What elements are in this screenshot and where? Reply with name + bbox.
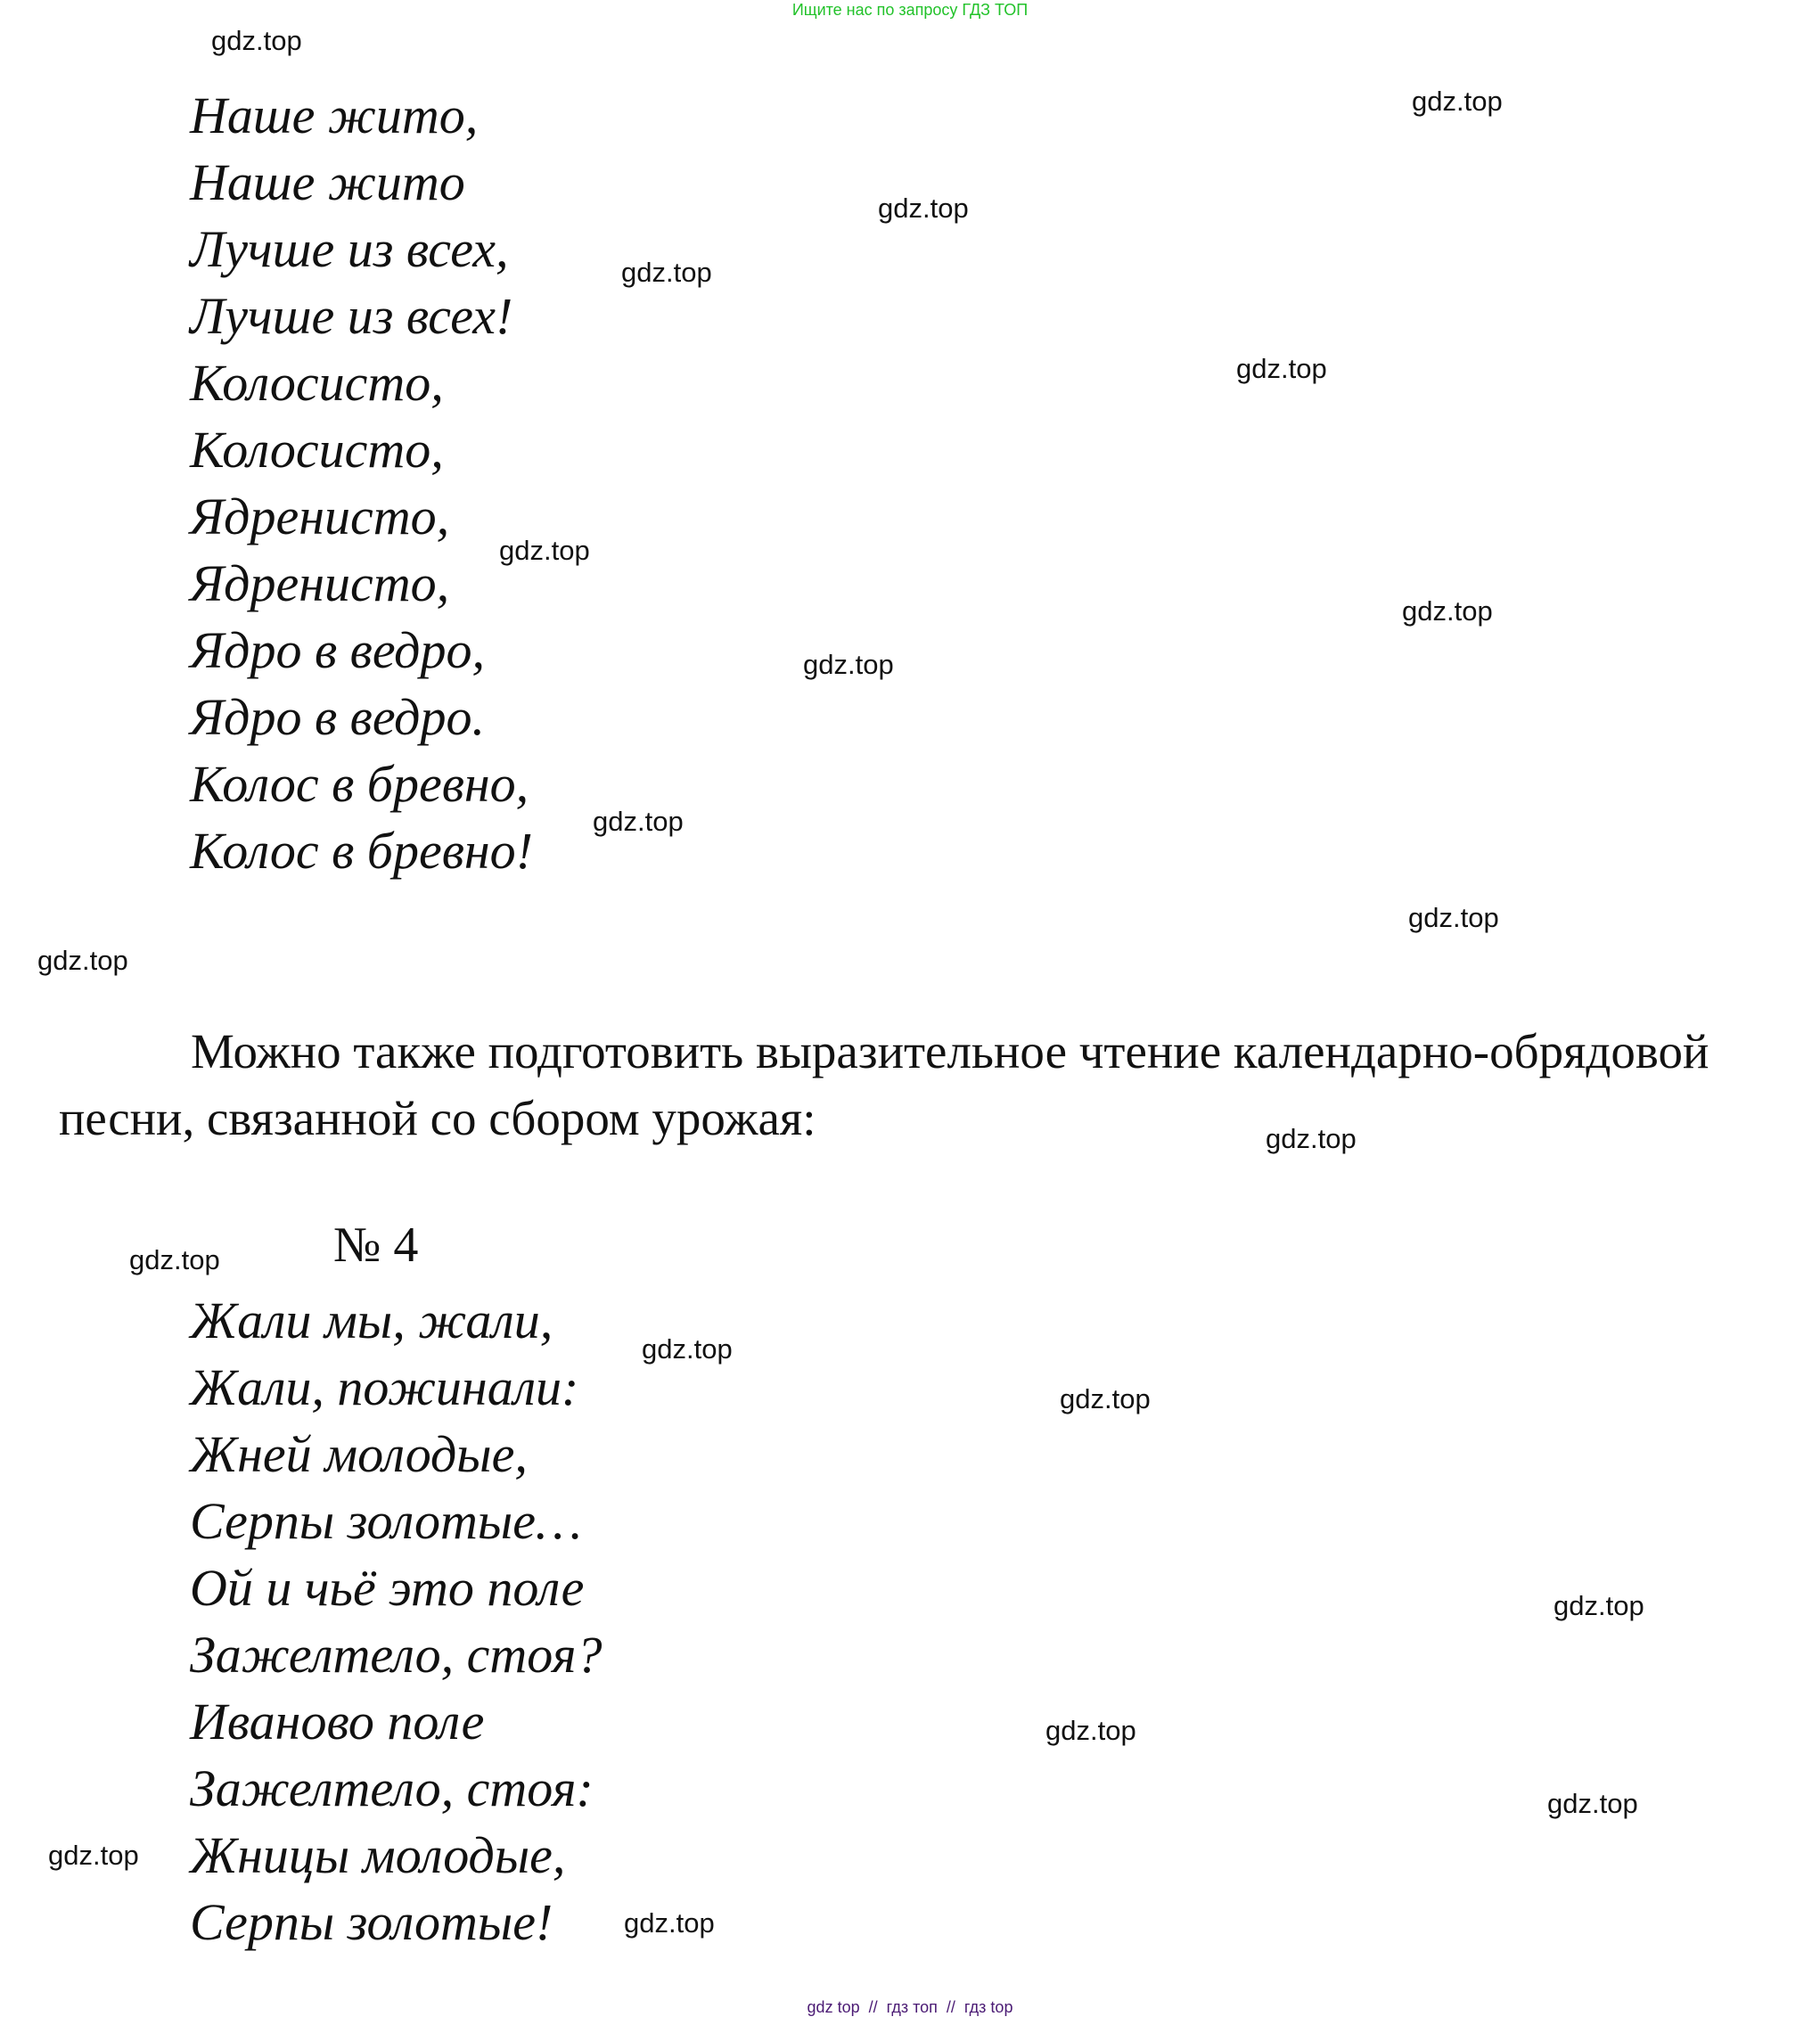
poem-line: Колос в бревно, xyxy=(190,755,529,813)
watermark: gdz.top xyxy=(878,193,969,224)
poem-line: Ядренисто, xyxy=(190,488,450,545)
poem-line: Жали, пожинали: xyxy=(190,1358,579,1416)
watermark: gdz.top xyxy=(1060,1383,1151,1414)
watermark: gdz.top xyxy=(1547,1788,1638,1819)
poem-line: Ядро в ведро, xyxy=(190,621,485,679)
poem-line: Колосисто, xyxy=(190,421,444,479)
poem-line: Ядро в ведро. xyxy=(190,688,485,746)
poem-line: Колос в бревно! xyxy=(190,822,533,880)
poem-line: Серпы золотые! xyxy=(190,1893,553,1951)
poem-line: Жали мы, жали, xyxy=(190,1291,553,1349)
watermark: gdz.top xyxy=(621,257,712,288)
watermark: gdz.top xyxy=(1045,1715,1136,1746)
poem-2 xyxy=(190,1287,603,1955)
poem-line: Иваново поле xyxy=(190,1693,485,1750)
poem-line: Лучше из всех, xyxy=(190,220,509,278)
paragraph: Можно также подготовить выразительное чтение календарно-обрядовой песни, связанной со сбором урожая: xyxy=(59,1024,1709,1145)
watermark: gdz.top xyxy=(499,535,590,566)
footer-links: gdz top // гдз топ // гдз top xyxy=(807,1998,1013,2016)
poem-line: Наше жито xyxy=(190,153,465,211)
watermark: gdz.top xyxy=(37,945,128,976)
poem-line: Серпы золотые… xyxy=(190,1492,582,1550)
watermark: gdz.top xyxy=(211,25,302,56)
watermark: gdz.top xyxy=(642,1333,733,1365)
watermark: gdz.top xyxy=(1266,1123,1357,1154)
watermark: gdz.top xyxy=(624,1907,715,1939)
watermark: gdz.top xyxy=(593,806,684,837)
watermark: gdz.top xyxy=(1408,902,1499,933)
poem-line: Колосисто, xyxy=(190,354,444,412)
poem-line: Зажелтело, стоя? xyxy=(190,1626,603,1684)
watermark: gdz.top xyxy=(1402,595,1493,627)
poem-line: Жней молодые, xyxy=(190,1425,528,1483)
watermark: gdz.top xyxy=(1412,86,1503,117)
watermark: gdz.top xyxy=(1236,353,1327,384)
poem-line: Жницы молодые, xyxy=(190,1826,566,1884)
watermark: gdz.top xyxy=(803,649,894,680)
poem-1 xyxy=(190,82,533,884)
watermark: gdz.top xyxy=(48,1840,139,1871)
poem-line: Ядренисто, xyxy=(190,554,450,612)
poem-line: Ой и чьё это поле xyxy=(190,1559,585,1617)
poem-line: Зажелтело, стоя: xyxy=(190,1759,594,1817)
poem-line: Лучше из всех! xyxy=(190,287,513,345)
watermark: gdz.top xyxy=(1554,1590,1644,1621)
poem-number: № 4 xyxy=(333,1217,419,1273)
header-banner: Ищите нас по запросу ГДЗ ТОП xyxy=(791,1,1029,19)
poem-line: Наше жито, xyxy=(190,86,479,144)
watermark: gdz.top xyxy=(129,1244,220,1275)
